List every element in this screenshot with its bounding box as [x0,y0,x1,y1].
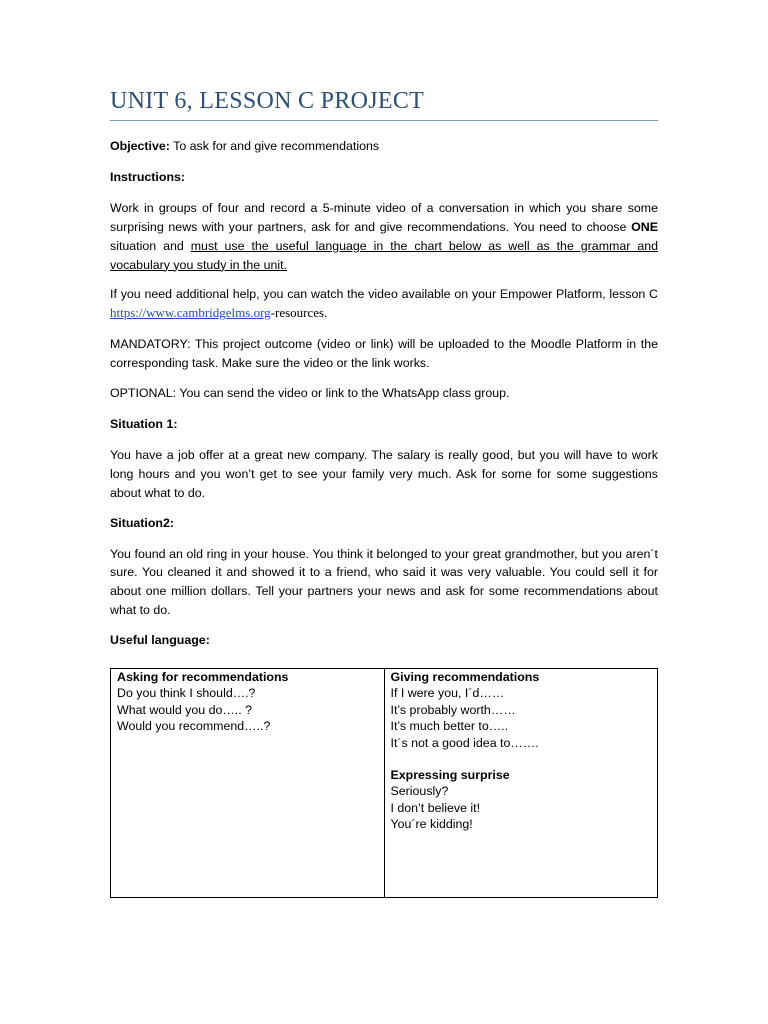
giving-item: If I were you, I´d…… [390,686,505,701]
objective-line [110,137,658,156]
instructions-text-1: Work in groups of four and record a 5-minute video of a conversation in which you share some surprising news with your partners, ask for and give recommendations. You need to choose [110,200,658,234]
objective-label: Objective: [110,139,170,153]
useful-language-table [110,668,658,898]
asking-item: Would you recommend…..? [117,719,271,734]
situation2-text: You found an old ring in your house. You think it belonged to your great grandmother, but you aren´t sure. You cleaned it and showed it to a friend, who said it was very valuable. You could sell it for about one million dollars. Tell your partners your news and ask for some recommendations about what to do. [110,546,658,618]
instructions-bold: ONE [631,219,658,234]
giving-cell [384,669,658,898]
asking-cell [111,669,385,898]
help-text: If you need additional help, you can watch the video available on your Empower Platform, lesson C [110,287,658,302]
asking-item: Do you think I should….? [117,686,256,701]
optional-text: You can send the video or link to the WhatsApp class group. [176,386,510,401]
mandatory-paragraph [110,335,658,373]
cell-spacer [391,751,652,767]
giving-item: It´s not a good idea to……. [390,735,539,750]
surprise-heading: Expressing surprise [390,768,510,783]
document-page [110,86,658,650]
optional-paragraph [110,384,658,403]
surprise-item: Seriously? [390,784,449,799]
mandatory-label: MANDATORY: [110,337,191,352]
page-title: UNIT 6, LESSON C PROJECT [110,86,658,121]
instructions-text-2: situation and [110,238,191,253]
instructions-paragraph [110,199,658,275]
surprise-item: You´re kidding! [390,817,473,832]
situation1-label: Situation 1: [110,416,178,431]
useful-language-label: Useful language: [110,633,210,648]
table-row [111,669,658,898]
optional-label: OPTIONAL: [110,386,177,401]
surprise-item: I don’t believe it! [390,800,481,815]
instructions-label: Instructions: [110,169,186,184]
instructions-underlined: must use the useful language in the chart below as well as the grammar and vocabulary you study in the unit. [110,238,658,272]
resources-link[interactable]: https://www.cambridgelms.org [110,305,271,321]
asking-item: What would you do….. ? [117,702,252,717]
giving-item: It’s probably worth…… [390,702,516,717]
help-paragraph [110,285,658,323]
giving-heading: Giving recommendations [390,670,540,684]
situation1-text: You have a job offer at a great new company. The salary is really good, but you will have to work long hours and you won’t get to see your family very much. Ask for some for some suggestions about what to do. [110,447,658,500]
giving-item: It’s much better to….. [390,719,509,734]
objective-text: To ask for and give recommendations [169,139,380,153]
help-text-suffix: -resources. [270,305,328,321]
mandatory-text: This project outcome (video or link) will be uploaded to the Moodle Platform in the corresponding task. Make sure the video or the link works. [110,337,658,371]
situation2-label: Situation2: [110,515,175,530]
asking-heading: Asking for recommendations [117,670,289,684]
